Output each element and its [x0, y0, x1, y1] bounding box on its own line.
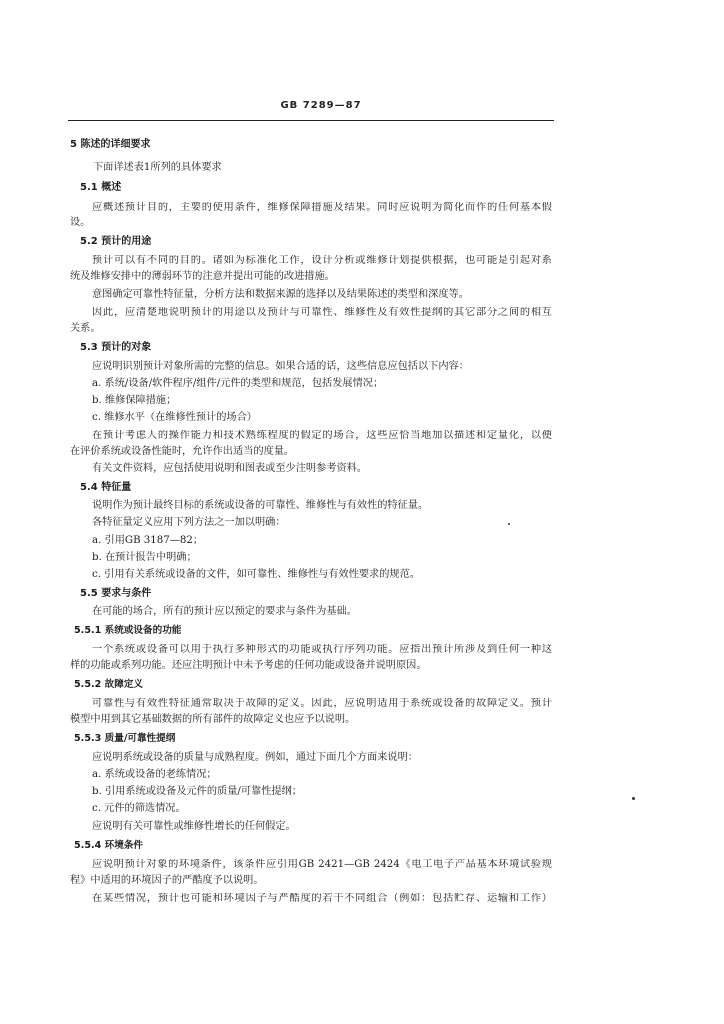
- body-line: 关系。: [70, 323, 101, 334]
- section-heading: 5.3 预计的对象: [80, 342, 152, 353]
- header-rule: [68, 120, 554, 121]
- section-heading: 5 陈述的详细要求: [70, 139, 151, 150]
- body-line: 在可能的场合，所有的预计应以预定的要求与条件为基础。: [92, 606, 357, 617]
- body-line: c. 元件的筛选情况。: [92, 803, 186, 814]
- body-line: 下面详述表1所列的具体要求: [93, 162, 222, 173]
- body-line: b. 引用系统或设备及元件的质量/可靠性提纲；: [92, 786, 302, 797]
- body-line: 应说明有关可靠性或维修性增长的任何假定。: [92, 821, 296, 832]
- scan-speck: [508, 523, 510, 525]
- body-line: 应概述预计目的，主要的使用条件，维修保障措施及结果。同时应说明为简化而作的任何基本假: [92, 202, 552, 213]
- body-line: 样的功能或系列功能。还应注明预计中未予考虑的任何功能或设备并说明原因。: [70, 660, 427, 671]
- body-line: 应说明识别预计对象所需的完整的信息。如果合适的话，这些信息应包括以下内容：: [92, 361, 469, 372]
- section-heading: 5.2 预计的用途: [80, 236, 152, 247]
- body-line: a. 引用GB 3187—82；: [92, 535, 204, 546]
- body-line: 应说明系统或设备的质量与成熟程度。例如，通过下面几个方面来说明：: [92, 752, 418, 763]
- scan-speck: [632, 797, 635, 800]
- body-line: c. 引用有关系统或设备的文件，如可靠性、维修性与有效性要求的规范。: [92, 569, 420, 580]
- body-line: 预计可以有不同的目的。诸如为标准化工作，设计分析或维修计划提供根据，也可能是引起对系: [92, 255, 552, 266]
- body-line: b. 维修保障措施；: [92, 395, 177, 406]
- body-line: a. 系统/设备/软件程序/组件/元件的类型和规范，包括发展情况；: [92, 378, 384, 389]
- body-line: 说明作为预计最终目标的系统或设备的可靠性、维修性与有效性的特征量。: [92, 500, 429, 511]
- body-line: 在预计考虑人的操作能力和技术熟练程度的假定的场合，这些应恰当地加以描述和定量化，以便: [92, 430, 552, 441]
- section-heading: 5.5 要求与条件: [80, 588, 152, 599]
- body-line: 可靠性与有效性特征通常取决于故障的定义。因此，应说明适用于系统或设备的故障定义。预计: [92, 698, 552, 709]
- section-heading: 5.5.1 系统或设备的功能: [74, 625, 182, 636]
- body-line: 在评价系统或设备性能时，允许作出适当的度量。: [70, 446, 295, 457]
- body-line: 一个系统或设备可以用于执行多种形式的功能或执行序列功能。应指出预计所涉及到任何一种这: [92, 644, 552, 655]
- body-line: 在某些情况，预计也可能和环境因子与严酷度的若干不同组合（例如：包括贮存、运输和工作）: [92, 893, 552, 904]
- body-line: 模型中用到其它基础数据的所有部件的故障定义也应予以说明。: [70, 714, 356, 725]
- body-line: 各特征量定义应用下列方法之一加以明确：: [92, 517, 286, 528]
- body-line: 因此，应清楚地说明预计的用途以及预计与可靠性、维修性及有效性提纲的其它部分之间的相互: [92, 307, 552, 318]
- section-heading: 5.5.2 故障定义: [74, 679, 144, 690]
- standard-number-header: GB 7289—87: [280, 100, 362, 111]
- section-heading: 5.5.3 质量/可靠性提纲: [74, 733, 176, 744]
- body-line: 设。: [70, 217, 91, 228]
- section-heading: 5.5.4 环境条件: [74, 840, 144, 851]
- body-line: a. 系统或设备的老练情况；: [92, 769, 217, 780]
- body-line: 有关文件资料，应包括使用说明和图表或至少注明参考资料。: [92, 463, 368, 474]
- section-heading: 5.1 概述: [80, 182, 122, 193]
- body-line: 程》中适用的环境因子的严酷度予以说明。: [70, 875, 264, 886]
- section-heading: 5.4 特征量: [80, 482, 132, 493]
- body-line: b. 在预计报告中明确；: [92, 552, 197, 563]
- body-line: c. 维修水平（在维修性预计的场合）: [92, 412, 257, 423]
- body-line: 统及维修安排中的薄弱环节的注意并提出可能的改进措施。: [70, 271, 335, 282]
- body-line: 应说明预计对象的环境条件，该条件应引用GB 2421—GB 2424《电工电子产品基本环境试验规: [92, 859, 552, 870]
- body-line: 意图确定可靠性特征量，分析方法和数据来源的选择以及结果陈述的类型和深度等。: [92, 289, 469, 300]
